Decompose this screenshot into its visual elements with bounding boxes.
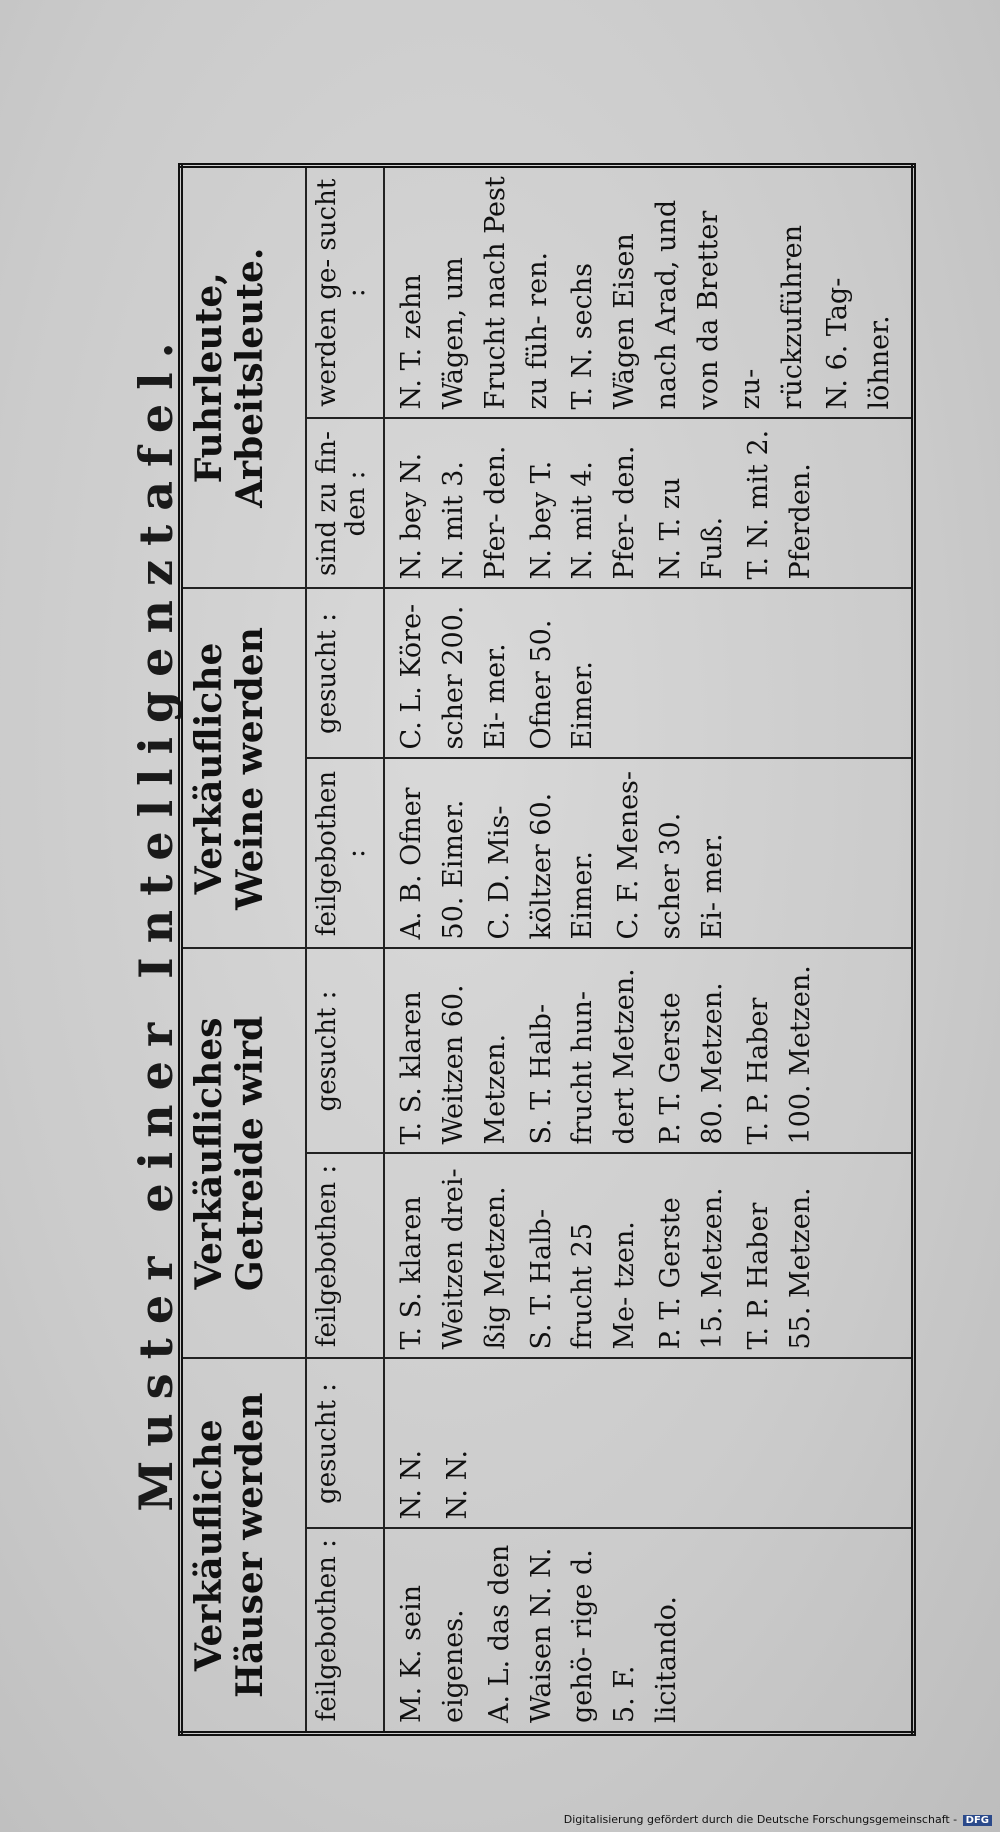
list-item: N. N. [396,1449,427,1520]
header-labor: Fuhrleute, Arbeitsleute. [181,165,307,588]
list-item: T. S. klaren Weitzen 60. Metzen. [396,984,511,1145]
header-wine: Verkäufliche Weine werden [181,588,307,948]
list-item: T. N. sechs Wägen Eisen nach Arad, und von da Bretter zu- rückzuführen [567,199,808,410]
list-item: N. 6. Tag- löhner. [822,277,896,410]
subheader-grain-wanted: gesucht : [306,948,384,1153]
list-item: N. T. zehn Wägen, um Frucht nach Pest zu füh- ren. [396,176,553,410]
list-item: Ofner 50. Eimer. [525,619,599,750]
intelligence-table [178,163,916,1736]
header-grain: Verkäufliches Getreide wird [181,948,307,1358]
digitization-credit [564,1813,992,1826]
rotated-table [178,168,896,1736]
list-item: S. T. Halb- frucht 25 Me- tzen. [525,1208,641,1350]
list-item: T. N. mit 2. Pferden. [742,429,816,580]
list-item: N. bey T. N. mit 4. Pfer- den. [525,445,641,580]
subheader-grain-offered: feilgebothen : [306,1154,384,1359]
list-item: P. T. Gerste 15. Metzen. [655,1187,728,1350]
list-item: S. T. Halb- frucht hun- dert Metzen. [525,968,641,1145]
subheader-labor-offered: sind zu fin- den : [306,418,384,588]
list-item: T. P. Haber 100. Metzen. [742,965,816,1145]
title-text: Muster einer Intelligenztafel. [129,328,183,1512]
list-item: P. T. Gerste 80. Metzen. [655,982,728,1145]
cell-labor-offered [384,418,914,588]
cell-labor-wanted [384,165,914,418]
list-item: N. N. [441,1449,473,1520]
list-item: A. B. Ofner 50. Eimer. [396,787,469,940]
header-houses: Verkäufliche Häuser werden [181,1359,307,1734]
cell-houses-offered [384,1529,914,1734]
cell-wine-offered [384,758,914,948]
list-item: A. L. das den Waisen N. N. gehö- rige d. 5. F. licitando. [483,1544,683,1723]
subheader-wine-offered: feilgebothen : [306,758,384,948]
credit-text: Digitalisierung gefördert durch die Deutsche Forschungsgemeinschaft - [563,1813,958,1826]
cell-grain-wanted [384,948,914,1153]
cell-grain-offered [384,1154,914,1359]
list-item: T. P. Haber 55. Metzen. [742,1187,816,1350]
list-item: N. T. zu Fuß. [655,477,728,580]
cell-houses-wanted [384,1359,914,1529]
subheader-houses-wanted: gesucht : [306,1359,384,1529]
dfg-logo: DFG [963,1815,992,1826]
subheader-houses-offered: feilgebothen : [306,1529,384,1734]
cell-wine-wanted [384,588,914,758]
list-item: M. K. sein eigenes. [396,1584,469,1723]
list-item: T. S. klaren Weitzen drei- ßig Metzen. [396,1168,511,1350]
list-item: C. D. Mis- költzer 60. Eimer. [483,792,599,940]
list-item: N. bey N. N. mit 3. Pfer- den. [396,445,511,580]
list-item: C. L. Köre- scher 200. Ei- mer. [396,603,511,750]
list-item: C. F. Menes- scher 30. Ei- mer. [613,770,728,940]
subheader-labor-wanted: werden ge- sucht : [306,165,384,418]
table-frame [178,168,896,1736]
subheader-wine-wanted: gesucht : [306,588,384,758]
